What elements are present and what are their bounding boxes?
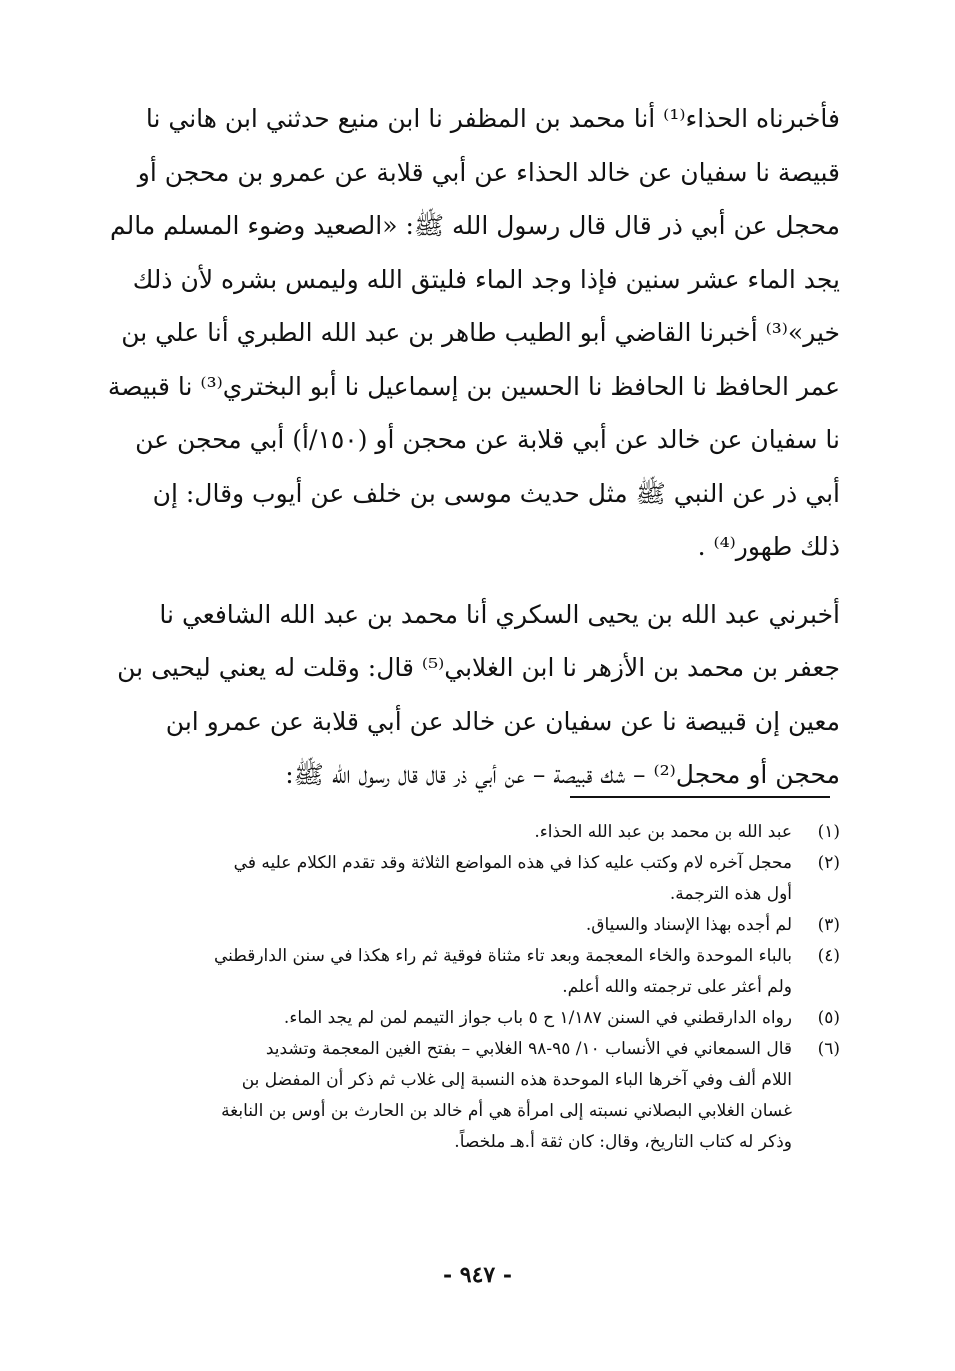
footnote-line: عبد الله بن محمد بن عبد الله الحذاء.: [534, 822, 792, 842]
text-line: يجد الماء عشر سنين فإذا وجد الماء فليتق الله وليمس بشره لأن ذلك: [132, 264, 840, 294]
footnote-line: أول هذه الترجمة.: [669, 884, 792, 904]
text-line: محجل عن أبي ذر قال قال رسول الله ﷺ: «الصعيد وضوء المسلم مالم: [109, 211, 840, 240]
footnote-number: (١): [817, 822, 840, 842]
footnote-number: (٥): [817, 1008, 840, 1028]
text-line: ذلك طهور⁽⁴⁾ .: [697, 532, 840, 561]
footnote-number: (٤): [817, 946, 840, 966]
footnote-6: [118, 1034, 840, 1158]
footnote-number: (٢): [817, 853, 840, 873]
footnote-line: غسان الغلابي البصلاني نسبته إلى امرأة هي أم خالد بن الحارث بن أوس بن النابغة: [221, 1101, 792, 1121]
footnote-line: محجل آخره لام وكتب عليه كذا في هذه المواضع الثلاثة وقد تقدم الكلام عليه في: [233, 853, 792, 873]
text-line: خير»⁽³⁾ أخبرنا القاضي أبو الطيب طاهر بن عبد الله الطبري أنا علي بن: [121, 318, 840, 347]
footnote-divider: [570, 796, 830, 798]
paragraph-1: [107, 92, 840, 574]
text-line: فأخبرناه الحذاء⁽¹⁾ أنا محمد بن المظفر نا ابن منيع حدثني ابن هاني نا: [145, 104, 840, 133]
page-number: - ٩٤٧ -: [442, 1262, 513, 1288]
footnote-number: (٦): [817, 1039, 840, 1059]
footnote-line: ولم أعثر على ترجمته والله أعلم.: [562, 977, 792, 997]
footnote-5: [118, 1003, 840, 1034]
text-line: جعفر بن محمد بن الأزهر نا ابن الغلابي⁽⁵⁾ قال: وقلت له يعني ليحيى بن: [117, 653, 840, 682]
main-text: [107, 92, 840, 802]
text-line: محجن أو محجل⁽²⁾ – شك قبيصة – عن أبي ذر قال قال رسول الله ﷺ:: [285, 760, 840, 789]
footnote-3: [118, 910, 840, 941]
footnote-line: وذكر له كتاب التاريخ، وقال: كان ثقة أ.هـ ملخصاً.: [454, 1132, 792, 1152]
paragraph-2: [118, 588, 840, 802]
text-line: قبيصة نا سفيان عن خالد الحذاء عن أبي قلابة عن عمرو بن محجن أو: [137, 157, 840, 187]
text-line: معين إن قبيصة نا عن سفيان عن خالد عن أبي قلابة عن عمرو ابن: [165, 706, 840, 736]
text-line: أبي ذر عن النبي ﷺ مثل حديث موسى بن خلف عن أيوب وقال: إن: [152, 478, 840, 508]
text-line: عمر الحافظ نا الحافظ نا الحسين بن إسماعيل نا أبو البختري⁽³⁾ نا قبيصة: [107, 371, 840, 401]
text-line: أخبرني عبد الله بن يحيى السكري أنا محمد بن عبد الله الشافعي نا: [159, 599, 840, 629]
text-line: نا سفيان عن خالد عن أبي قلابة عن محجن أو (١٥٠/أ) أبي محجن عن: [135, 425, 840, 454]
footnote-2: [118, 848, 840, 910]
footnote-line: لم أجده بهذا الإسناد والسياق.: [585, 915, 792, 935]
footnote-4: [118, 941, 840, 1003]
footnote-line: قال السمعاني في الأنساب ١٠/ ٩٥-٩٨ الغلابي – بفتح الغين المعجمة وتشديد: [265, 1039, 792, 1059]
footnote-number: (٣): [817, 915, 840, 935]
footnote-1: [118, 817, 840, 848]
footnote-line: اللام ألف وفي آخرها الباء الموحدة هذه النسبة إلى غلاب ثم ذكر أن المفضل بن: [241, 1070, 792, 1090]
footnotes: [118, 817, 840, 1158]
footnote-line: رواه الدارقطني في السنن ١/١٨٧ ح ٥ باب جواز التيمم لمن لم يجد الماء.: [283, 1008, 792, 1028]
footnote-line: بالباء الموحدة والخاء المعجمة وبعد تاء مثناة فوقية ثم راء هكذا في سنن الدارقطني: [213, 946, 792, 966]
